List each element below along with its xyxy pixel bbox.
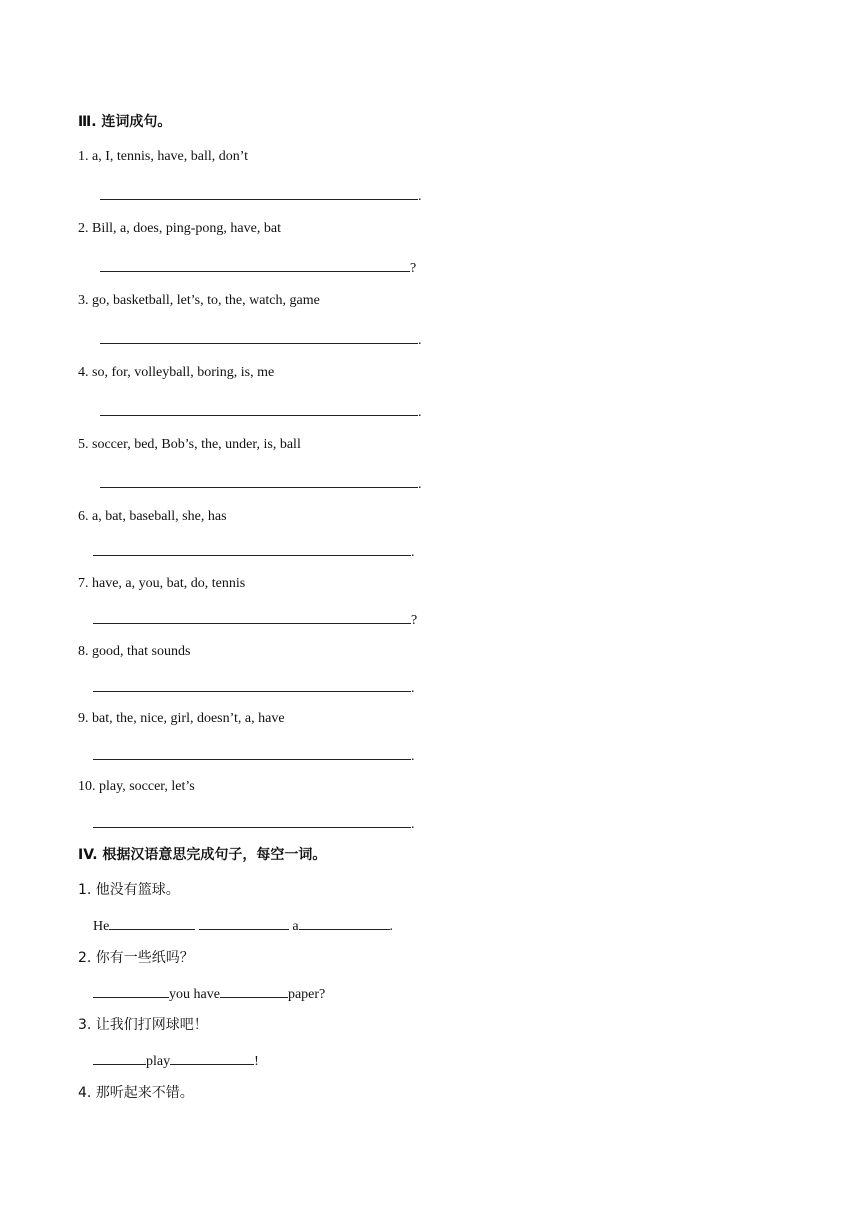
sentence-end: . [411, 681, 415, 696]
sentence-word: ! [254, 1054, 259, 1069]
sentence-end: . [411, 749, 415, 764]
question-prompt: 9. bat, the, nice, girl, doesn’t, a, have [78, 711, 285, 726]
question-prompt: 1. a, I, tennis, have, ball, don’t [78, 149, 249, 164]
sentence-end: . [411, 817, 415, 832]
question-prompt: 4. so, for, volleyball, boring, is, me [78, 365, 275, 380]
answer-line[interactable] [100, 329, 422, 350]
answer-blank[interactable] [93, 609, 411, 624]
answer-blank[interactable] [109, 915, 195, 930]
answer-line[interactable] [100, 401, 422, 422]
fill-sentence [93, 1050, 259, 1071]
answer-blank[interactable] [199, 915, 289, 930]
question-prompt: 10. play, soccer, let’s [78, 779, 195, 794]
answer-line[interactable] [100, 185, 422, 206]
answer-line[interactable] [93, 609, 417, 630]
answer-line[interactable] [100, 257, 416, 278]
answer-blank[interactable] [220, 983, 288, 998]
question-prompt-zh: 2. 你有一些纸吗？ [78, 950, 194, 966]
answer-blank[interactable] [170, 1050, 254, 1065]
sentence-word: a [292, 919, 299, 934]
sentence-word: . [389, 919, 394, 934]
sentence-word: you have [169, 987, 220, 1002]
answer-blank[interactable] [93, 1050, 146, 1065]
answer-blank[interactable] [299, 915, 390, 930]
sentence-end: ? [411, 613, 418, 628]
answer-line[interactable] [93, 677, 415, 698]
sentence-end: . [418, 333, 422, 348]
answer-blank[interactable] [93, 745, 411, 760]
answer-blank[interactable] [100, 185, 418, 200]
answer-line[interactable] [93, 813, 415, 834]
section-4-title: IV. 根据汉语意思完成句子，每空一词。 [78, 847, 327, 863]
section-3-title: Ⅲ. 连词成句。 [78, 114, 172, 130]
answer-blank[interactable] [93, 541, 411, 556]
sentence-end: ? [410, 261, 417, 276]
answer-line[interactable] [100, 473, 422, 494]
answer-blank[interactable] [100, 401, 418, 416]
question-prompt-zh: 3. 让我们打网球吧！ [78, 1017, 208, 1033]
question-prompt: 5. soccer, bed, Bob’s, the, under, is, ball [78, 437, 301, 452]
fill-sentence [93, 983, 325, 1004]
answer-blank[interactable] [93, 983, 169, 998]
question-prompt: 6. a, bat, baseball, she, has [78, 509, 227, 524]
sentence-word: He [93, 919, 110, 934]
sentence-word: paper? [287, 987, 326, 1002]
question-prompt: 3. go, basketball, let’s, to, the, watch, game [78, 293, 320, 308]
answer-blank[interactable] [93, 813, 411, 828]
fill-sentence [93, 915, 393, 936]
answer-blank[interactable] [93, 677, 411, 692]
answer-blank[interactable] [100, 257, 410, 272]
sentence-end: . [411, 545, 415, 560]
answer-blank[interactable] [100, 329, 418, 344]
sentence-end: . [418, 189, 422, 204]
answer-blank[interactable] [100, 473, 418, 488]
question-prompt: 2. Bill, a, does, ping-pong, have, bat [78, 221, 281, 236]
sentence-end: . [418, 477, 422, 492]
question-prompt-zh: 4. 那听起来不错。 [78, 1085, 194, 1101]
sentence-word: play [146, 1054, 171, 1069]
answer-line[interactable] [93, 541, 415, 562]
question-prompt: 8. good, that sounds [78, 644, 191, 659]
sentence-end: . [418, 405, 422, 420]
answer-line[interactable] [93, 745, 415, 766]
question-prompt-zh: 1. 他没有篮球。 [78, 882, 180, 898]
question-prompt: 7. have, a, you, bat, do, tennis [78, 576, 246, 591]
